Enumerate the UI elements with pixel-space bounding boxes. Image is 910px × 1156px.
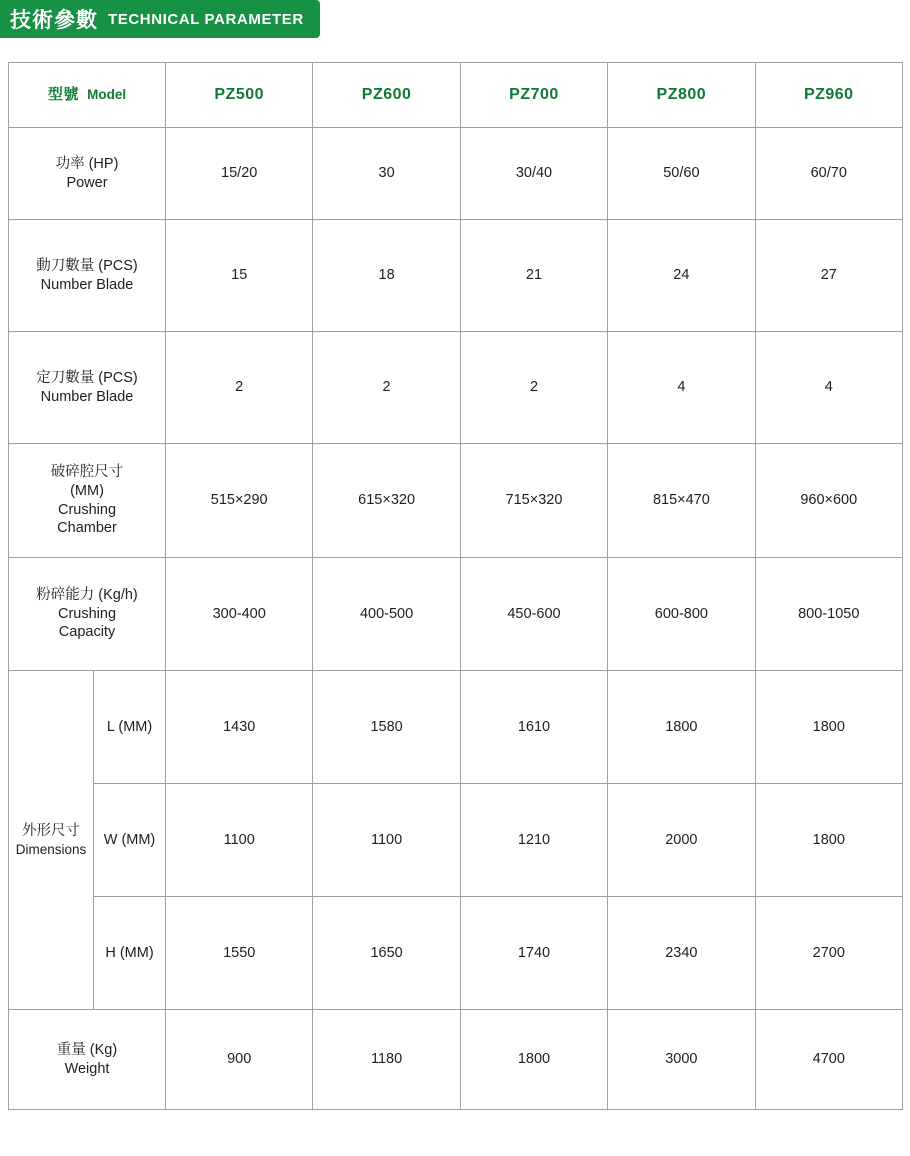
row-label-number-blade-moving [9,220,166,332]
cell-width-pz700: 1210 [460,784,607,897]
row-label-power-cn: 功率 (HP) [55,155,119,172]
cell-moving-blade-pz960: 27 [755,220,902,332]
cell-length-pz960: 1800 [755,671,902,784]
cell-weight-pz600: 1180 [313,1010,460,1110]
row-label-chamber-unit: (MM) [70,482,104,499]
spec-table-container [8,62,902,1110]
cell-height-pz960: 2700 [755,897,902,1010]
header-model-label [9,63,166,128]
header-model-pz700: PZ700 [460,63,607,128]
cell-weight-pz500: 900 [166,1010,313,1110]
cell-power-pz500: 15/20 [166,128,313,220]
row-label-crushing-capacity [9,558,166,671]
cell-height-pz500: 1550 [166,897,313,1010]
cell-fixed-blade-pz800: 4 [608,332,755,444]
cell-power-pz800: 50/60 [608,128,755,220]
table-row-weight [9,1010,903,1110]
row-label-number-blade-fixed-cn: 定刀數量 (PCS) [36,369,138,386]
cell-fixed-blade-pz700: 2 [460,332,607,444]
table-row-dimension-width [9,784,903,897]
cell-chamber-pz800: 815×470 [608,444,755,558]
cell-capacity-pz500: 300-400 [166,558,313,671]
header-model-pz600: PZ600 [313,63,460,128]
header-model-label-en: Model [87,87,127,103]
row-label-weight-en: Weight [64,1060,110,1077]
cell-fixed-blade-pz500: 2 [166,332,313,444]
row-label-number-blade-fixed-en: Number Blade [40,388,134,405]
row-label-dimensions-cn: 外形尺寸 [22,823,80,840]
table-row-power [9,128,903,220]
table-row-dimension-height [9,897,903,1010]
sub-label-width: W (MM) [94,784,166,897]
row-label-crushing-chamber [9,444,166,558]
row-label-capacity-en1: Crushing [57,605,117,622]
cell-moving-blade-pz600: 18 [313,220,460,332]
header-model-pz500: PZ500 [166,63,313,128]
table-row-crushing-chamber [9,444,903,558]
cell-capacity-pz600: 400-500 [313,558,460,671]
table-header-row [9,63,903,128]
row-label-chamber-en1: Crushing [57,501,117,518]
cell-moving-blade-pz500: 15 [166,220,313,332]
cell-height-pz700: 1740 [460,897,607,1010]
banner-title-en: TECHNICAL PARAMETER [108,10,304,28]
cell-fixed-blade-pz600: 2 [313,332,460,444]
row-label-number-blade-moving-cn: 動刀數量 (PCS) [36,257,138,274]
cell-height-pz800: 2340 [608,897,755,1010]
cell-weight-pz960: 4700 [755,1010,902,1110]
section-banner [0,0,320,38]
row-label-weight [9,1010,166,1110]
cell-width-pz800: 2000 [608,784,755,897]
table-row-number-blade-moving [9,220,903,332]
header-model-pz800: PZ800 [608,63,755,128]
cell-length-pz700: 1610 [460,671,607,784]
banner-title-cn: 技術參數 [10,9,98,32]
cell-moving-blade-pz800: 24 [608,220,755,332]
cell-width-pz960: 1800 [755,784,902,897]
row-label-chamber-cn: 破碎腔尺寸 [50,464,124,481]
cell-chamber-pz960: 960×600 [755,444,902,558]
cell-length-pz800: 1800 [608,671,755,784]
row-label-number-blade-fixed [9,332,166,444]
technical-parameter-table [8,62,903,1110]
row-label-capacity-cn: 粉碎能力 (Kg/h) [36,587,138,604]
table-row-number-blade-fixed [9,332,903,444]
cell-chamber-pz700: 715×320 [460,444,607,558]
header-model-pz960: PZ960 [755,63,902,128]
cell-weight-pz700: 1800 [460,1010,607,1110]
cell-chamber-pz600: 615×320 [313,444,460,558]
cell-capacity-pz700: 450-600 [460,558,607,671]
row-label-power [9,128,166,220]
cell-moving-blade-pz700: 21 [460,220,607,332]
table-row-dimension-length [9,671,903,784]
cell-fixed-blade-pz960: 4 [755,332,902,444]
cell-capacity-pz960: 800-1050 [755,558,902,671]
row-label-capacity-en2: Capacity [58,624,116,641]
row-label-dimensions-en: Dimensions [15,841,87,857]
cell-width-pz500: 1100 [166,784,313,897]
row-label-weight-cn: 重量 (Kg) [56,1041,118,1058]
sub-label-height: H (MM) [94,897,166,1010]
cell-weight-pz800: 3000 [608,1010,755,1110]
header-model-label-cn: 型號 [47,86,79,104]
cell-length-pz500: 1430 [166,671,313,784]
cell-height-pz600: 1650 [313,897,460,1010]
cell-width-pz600: 1100 [313,784,460,897]
row-label-power-en: Power [66,174,108,191]
cell-power-pz700: 30/40 [460,128,607,220]
cell-length-pz600: 1580 [313,671,460,784]
sub-label-length: L (MM) [94,671,166,784]
row-label-dimensions [9,671,94,1010]
row-label-number-blade-moving-en: Number Blade [40,276,134,293]
cell-capacity-pz800: 600-800 [608,558,755,671]
cell-power-pz600: 30 [313,128,460,220]
cell-power-pz960: 60/70 [755,128,902,220]
row-label-chamber-en2: Chamber [57,520,117,537]
cell-chamber-pz500: 515×290 [166,444,313,558]
table-row-crushing-capacity [9,558,903,671]
